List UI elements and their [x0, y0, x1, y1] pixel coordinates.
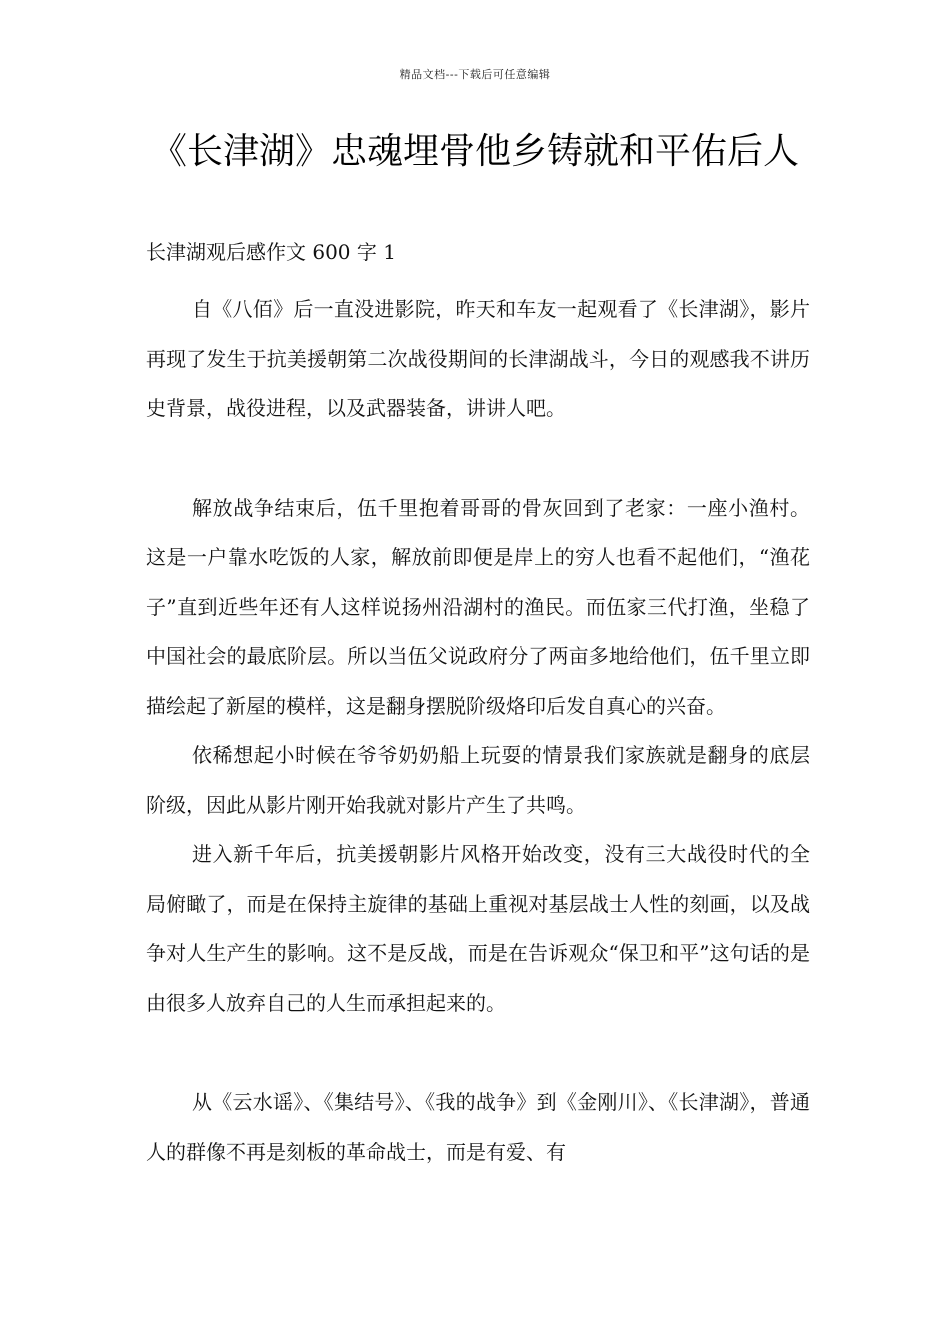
document-subtitle: 长津湖观后感作文 600 字 1 — [146, 240, 396, 264]
paragraph-4: 进入新千年后，抗美援朝影片风格开始改变，没有三大战役时代的全局俯瞰了，而是在保持主旋律的基础上重视对基层战士人性的刻画，以及战争对人生产生的影响。这不是反战，而是在告诉观众“保卫和平”这句话的是由很多人放弃自己的人生而承担起来的。 — [146, 842, 810, 1015]
paragraph-3: 依稀想起小时候在爷爷奶奶船上玩耍的情景我们家族就是翻身的底层阶级，因此从影片刚开始我就对影片产生了共鸣。 — [146, 743, 810, 817]
paragraph-gap — [146, 1028, 810, 1078]
paragraph-5: 从《云水谣》、《集结号》、《我的战争》到《金刚川》、《长津湖》，普通人的群像不再是刻板的革命战士，而是有爱、有 — [146, 1090, 810, 1164]
paragraph-gap — [146, 434, 810, 484]
header-note: 精品文档---下载后可任意编辑 — [399, 68, 551, 81]
document-title: 《长津湖》忠魂埋骨他乡铸就和平佑后人 — [150, 131, 799, 172]
paragraph-2: 解放战争结束后，伍千里抱着哥哥的骨灰回到了老家：一座小渔村。这是一户靠水吃饭的人家，解放前即便是岸上的穷人也看不起他们，“渔花子”直到近些年还有人这样说扬州沿湖村的渔民。而伍家三代打渔，坐稳了中国社会的最底阶层。所以当伍父说政府分了两亩多地给他们，伍千里立即描绘起了新屋的模样，这是翻身摆脱阶级烙印后发自真心的兴奋。 — [146, 495, 810, 718]
paragraph-1: 自《八佰》后一直没进影院，昨天和车友一起观看了《长津湖》，影片再现了发生于抗美援朝第二次战役期间的长津湖战斗，今日的观感我不讲历史背景，战役进程，以及武器装备，讲讲人吧。 — [146, 297, 810, 420]
document-body — [146, 285, 810, 1177]
